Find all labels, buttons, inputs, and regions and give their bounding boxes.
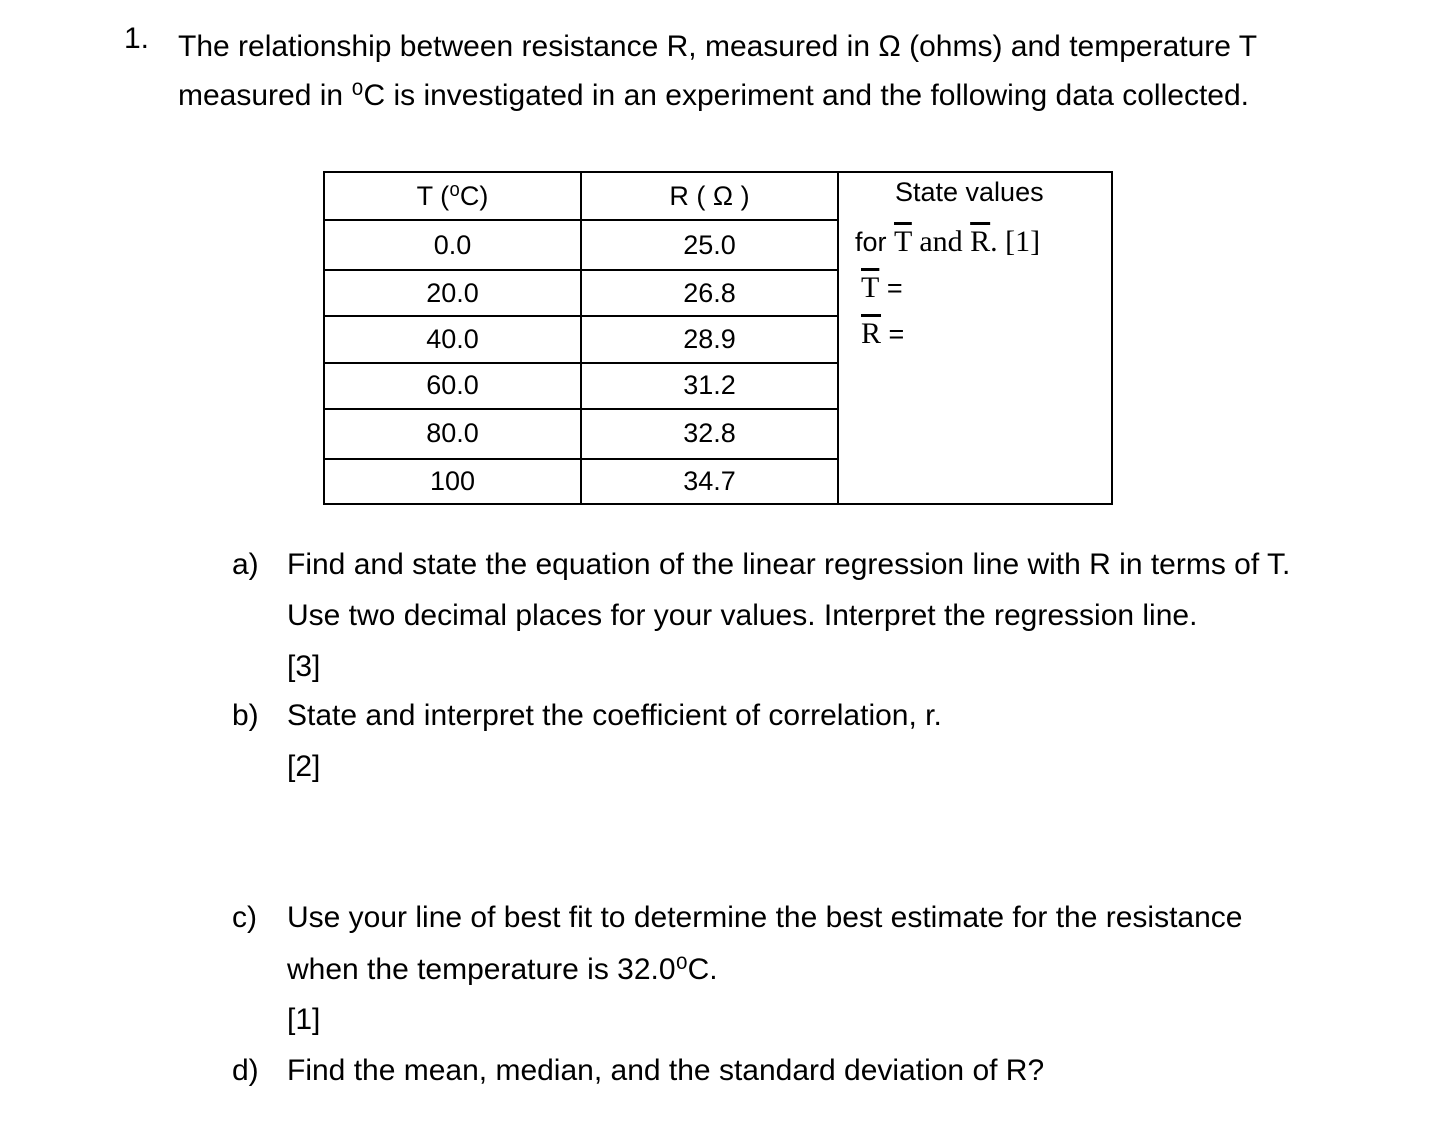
question-text: [178, 22, 1418, 120]
cell-resistance: 26.8: [581, 270, 838, 316]
data-table: [323, 171, 1113, 505]
header-resistance: R ( Ω ): [581, 172, 838, 220]
part-label: a): [232, 548, 259, 581]
part-line: Find the mean, median, and the standard deviation of R?: [287, 1054, 1045, 1087]
instruction-for: for: [855, 227, 895, 257]
part-marks: [3]: [287, 650, 321, 683]
instruction-marks: . [1]: [990, 225, 1041, 258]
r-bar-symbol: $\overline{R}$: [970, 225, 991, 258]
cell-temperature: 100: [324, 459, 581, 504]
state-values-heading: State values: [895, 177, 1044, 207]
cell-temperature: 60.0: [324, 363, 581, 409]
r-bar-label: $\overline{R}$: [861, 317, 882, 350]
t-bar-answer: [861, 271, 903, 305]
question-line: The relationship between resistance R, measured in Ω (ohms) and temperature T: [178, 30, 1258, 63]
part-label: d): [232, 1054, 259, 1087]
part-line: Find and state the equation of the linear regression line with R in terms of T.: [287, 548, 1291, 581]
question-number: 1.: [124, 22, 150, 55]
part-line: when the temperature is 32.0⁰C.: [287, 953, 718, 986]
cell-temperature: 20.0: [324, 270, 581, 316]
cell-resistance: 25.0: [581, 220, 838, 269]
part-line: State and interpret the coefficient of correlation, r.: [287, 699, 942, 732]
part-line: Use two decimal places for your values. Interpret the regression line.: [287, 599, 1198, 632]
cell-resistance: 31.2: [581, 363, 838, 409]
r-bar-answer: [861, 317, 904, 351]
cell-resistance: 28.9: [581, 316, 838, 362]
part-label: b): [232, 699, 259, 732]
part-label: c): [232, 901, 257, 934]
part-marks: [2]: [287, 750, 321, 783]
state-values-instruction: [855, 225, 1040, 259]
t-bar-equals: =: [879, 273, 903, 303]
state-values-cell: [838, 172, 1112, 504]
question-line: measured in ⁰C is investigated in an experiment and the following data collected.: [178, 79, 1249, 112]
t-bar-symbol: $\overline{T}$: [894, 225, 912, 258]
cell-resistance: 34.7: [581, 459, 838, 504]
cell-temperature: 40.0: [324, 316, 581, 362]
t-bar-label: $\overline{T}$: [861, 271, 880, 304]
cell-temperature: 80.0: [324, 409, 581, 458]
part-line: Use your line of best fit to determine the best estimate for the resistance: [287, 901, 1243, 934]
r-bar-equals: =: [881, 319, 905, 349]
instruction-and: and: [911, 225, 971, 258]
cell-resistance: 32.8: [581, 409, 838, 458]
header-temperature: T (⁰C): [324, 172, 581, 220]
part-marks: [1]: [287, 1003, 321, 1036]
cell-temperature: 0.0: [324, 220, 581, 269]
